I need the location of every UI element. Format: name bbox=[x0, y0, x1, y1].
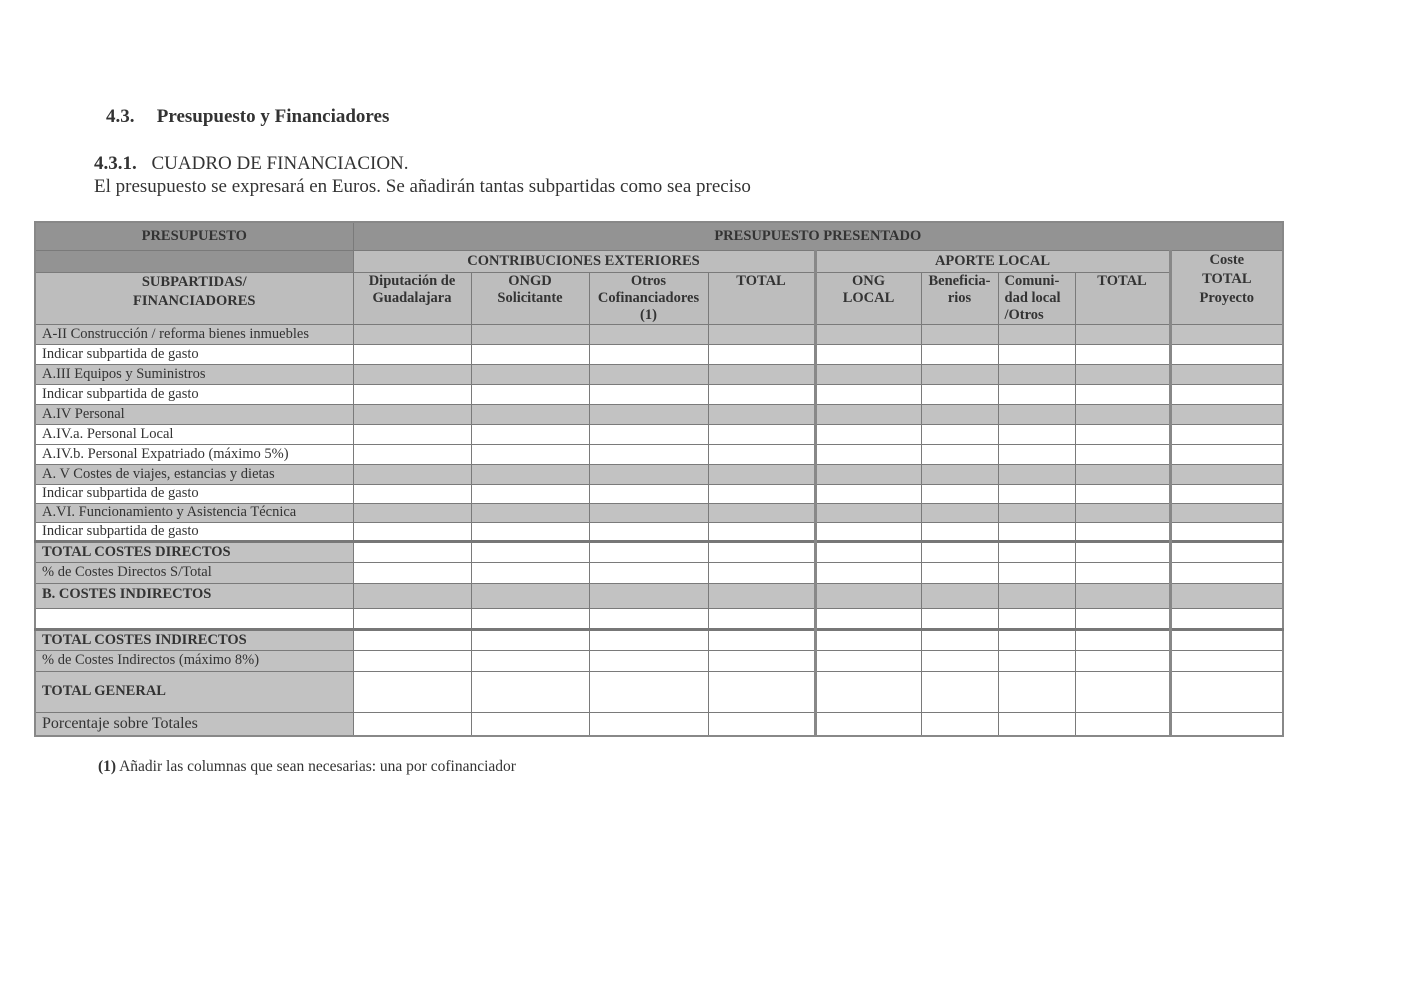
cell bbox=[1075, 404, 1170, 424]
input-cell[interactable] bbox=[815, 444, 921, 464]
category-row bbox=[35, 464, 1283, 484]
input-cell[interactable] bbox=[1075, 650, 1170, 671]
input-cell[interactable] bbox=[1170, 424, 1283, 444]
cell bbox=[353, 583, 471, 608]
total-general-row bbox=[35, 671, 1283, 712]
input-cell[interactable] bbox=[353, 424, 471, 444]
input-cell[interactable] bbox=[353, 344, 471, 364]
subitem-row bbox=[35, 522, 1283, 541]
input-cell[interactable] bbox=[471, 608, 589, 629]
input-cell[interactable] bbox=[998, 608, 1075, 629]
cell bbox=[998, 503, 1075, 522]
header-row-1 bbox=[35, 222, 1283, 250]
input-cell[interactable] bbox=[998, 671, 1075, 712]
col-ong-local-line2: LOCAL bbox=[842, 289, 895, 306]
input-cell[interactable] bbox=[1075, 344, 1170, 364]
input-cell[interactable] bbox=[921, 650, 998, 671]
input-cell[interactable] bbox=[815, 650, 921, 671]
col-total-ext: TOTAL bbox=[708, 272, 815, 324]
header-row-3 bbox=[35, 272, 1283, 324]
subitem-row bbox=[35, 344, 1283, 364]
input-cell[interactable] bbox=[998, 484, 1075, 503]
input-cell[interactable] bbox=[353, 712, 471, 736]
input-cell[interactable] bbox=[589, 344, 708, 364]
cell bbox=[589, 464, 708, 484]
input-cell[interactable] bbox=[921, 344, 998, 364]
input-cell[interactable] bbox=[589, 384, 708, 404]
cell bbox=[921, 464, 998, 484]
subitem-row bbox=[35, 484, 1283, 503]
input-cell[interactable] bbox=[1075, 522, 1170, 541]
input-cell[interactable] bbox=[998, 629, 1075, 650]
input-cell[interactable] bbox=[353, 541, 471, 562]
input-cell[interactable] bbox=[353, 562, 471, 583]
input-cell[interactable] bbox=[471, 444, 589, 464]
input-cell[interactable] bbox=[998, 650, 1075, 671]
section-number: 4.3. bbox=[106, 106, 135, 127]
subitem-row bbox=[35, 384, 1283, 404]
header-spacer bbox=[35, 250, 353, 272]
input-cell[interactable] bbox=[815, 541, 921, 562]
input-cell[interactable] bbox=[1170, 384, 1283, 404]
input-cell[interactable] bbox=[921, 522, 998, 541]
section-title: Presupuesto y Financiadores bbox=[156, 106, 390, 127]
row-label[interactable]: Indicar subpartida de gasto bbox=[35, 522, 353, 541]
percentage-row bbox=[35, 650, 1283, 671]
cell bbox=[998, 364, 1075, 384]
input-cell[interactable] bbox=[708, 650, 815, 671]
footnote-mark: (1) bbox=[98, 758, 117, 775]
coste-line3: Proyecto bbox=[1199, 289, 1255, 306]
row-label: Porcentaje sobre Totales bbox=[35, 712, 353, 736]
col-benef-line2: rios bbox=[947, 289, 972, 306]
contribuciones-exteriores-header: CONTRIBUCIONES EXTERIORES bbox=[353, 250, 815, 272]
input-cell[interactable] bbox=[921, 484, 998, 503]
row-label: A-II Construcción / reforma bienes inmuebles bbox=[35, 324, 353, 344]
col-beneficiarios bbox=[921, 272, 998, 324]
cell bbox=[1075, 324, 1170, 344]
input-cell[interactable] bbox=[815, 712, 921, 736]
intro-text: El presupuesto se expresará en Euros. Se añadirán tantas subpartidas como sea preciso bbox=[94, 176, 751, 197]
input-cell[interactable] bbox=[589, 608, 708, 629]
input-cell[interactable] bbox=[353, 522, 471, 541]
cell bbox=[353, 464, 471, 484]
row-label: A. V Costes de viajes, estancias y dietas bbox=[35, 464, 353, 484]
input-cell[interactable] bbox=[815, 608, 921, 629]
category-row bbox=[35, 404, 1283, 424]
input-cell[interactable] bbox=[589, 562, 708, 583]
cell bbox=[815, 503, 921, 522]
financing-table bbox=[34, 221, 1284, 737]
row-label: A.IV.b. Personal Expatriado (máximo 5%) bbox=[35, 444, 353, 464]
input-cell[interactable] bbox=[589, 444, 708, 464]
col-comun-line3: /Otros bbox=[1004, 306, 1044, 323]
input-cell[interactable] bbox=[1170, 671, 1283, 712]
category-row bbox=[35, 583, 1283, 608]
input-cell[interactable] bbox=[708, 562, 815, 583]
cell bbox=[1170, 583, 1283, 608]
input-cell[interactable] bbox=[1170, 541, 1283, 562]
aporte-local-header: APORTE LOCAL bbox=[815, 250, 1170, 272]
col-otros bbox=[589, 272, 708, 324]
cell bbox=[471, 324, 589, 344]
cell bbox=[998, 583, 1075, 608]
cell bbox=[708, 583, 815, 608]
cell bbox=[815, 364, 921, 384]
cell bbox=[815, 404, 921, 424]
col-comunidad bbox=[998, 272, 1075, 324]
cell bbox=[1170, 404, 1283, 424]
row-label: % de Costes Directos S/Total bbox=[35, 562, 353, 583]
input-cell[interactable] bbox=[589, 671, 708, 712]
row-label: TOTAL GENERAL bbox=[35, 671, 353, 712]
row-label: A.IV Personal bbox=[35, 404, 353, 424]
input-cell[interactable] bbox=[921, 541, 998, 562]
col-ongd-line2: Solicitante bbox=[497, 289, 563, 306]
input-cell[interactable] bbox=[353, 484, 471, 503]
input-cell[interactable] bbox=[998, 424, 1075, 444]
col-diputacion-line1: Diputación de bbox=[368, 272, 456, 289]
section-heading bbox=[106, 106, 389, 128]
cell bbox=[1170, 464, 1283, 484]
input-cell[interactable] bbox=[353, 629, 471, 650]
input-cell[interactable] bbox=[471, 384, 589, 404]
input-cell[interactable] bbox=[589, 484, 708, 503]
cell bbox=[589, 364, 708, 384]
cell bbox=[471, 503, 589, 522]
cell bbox=[353, 404, 471, 424]
input-cell[interactable] bbox=[1075, 562, 1170, 583]
input-cell[interactable] bbox=[471, 712, 589, 736]
input-cell[interactable] bbox=[815, 384, 921, 404]
cell bbox=[708, 503, 815, 522]
cell bbox=[998, 404, 1075, 424]
category-row bbox=[35, 324, 1283, 344]
cell bbox=[1170, 324, 1283, 344]
input-cell[interactable] bbox=[471, 484, 589, 503]
cell bbox=[1075, 503, 1170, 522]
col-total-local: TOTAL bbox=[1075, 272, 1170, 324]
cell bbox=[1075, 583, 1170, 608]
coste-line1: Coste bbox=[1209, 251, 1245, 268]
cell bbox=[921, 364, 998, 384]
row-label[interactable]: Indicar subpartida de gasto bbox=[35, 484, 353, 503]
input-cell[interactable] bbox=[471, 522, 589, 541]
category-row bbox=[35, 503, 1283, 522]
percentage-row bbox=[35, 562, 1283, 583]
footnote-text: Añadir las columnas que sean necesarias: una por cofinanciador bbox=[119, 758, 516, 775]
row-label: B. COSTES INDIRECTOS bbox=[35, 583, 353, 608]
col-ong-local-line1: ONG bbox=[851, 272, 886, 289]
footnote bbox=[98, 758, 516, 776]
input-cell[interactable] bbox=[708, 484, 815, 503]
col-ong-local bbox=[815, 272, 921, 324]
input-cell[interactable] bbox=[921, 712, 998, 736]
input-cell[interactable] bbox=[1075, 444, 1170, 464]
input-cell[interactable] bbox=[353, 650, 471, 671]
row-label: % de Costes Indirectos (máximo 8%) bbox=[35, 650, 353, 671]
input-cell[interactable] bbox=[921, 424, 998, 444]
total-row bbox=[35, 629, 1283, 650]
cell bbox=[1075, 364, 1170, 384]
cell bbox=[998, 324, 1075, 344]
input-cell[interactable] bbox=[589, 522, 708, 541]
col-comun-line2: dad local bbox=[1004, 289, 1061, 306]
cell bbox=[921, 583, 998, 608]
input-cell[interactable] bbox=[708, 344, 815, 364]
input-cell[interactable] bbox=[353, 671, 471, 712]
col-otros-line3: (1) bbox=[640, 306, 657, 323]
cell bbox=[1170, 503, 1283, 522]
col-diputacion-line2: Guadalajara bbox=[372, 289, 452, 306]
cell bbox=[471, 464, 589, 484]
input-cell[interactable] bbox=[708, 384, 815, 404]
header-row-2 bbox=[35, 250, 1283, 272]
input-cell[interactable] bbox=[35, 608, 353, 629]
input-cell[interactable] bbox=[1075, 629, 1170, 650]
input-cell[interactable] bbox=[921, 608, 998, 629]
input-cell[interactable] bbox=[921, 629, 998, 650]
row-label: TOTAL COSTES INDIRECTOS bbox=[35, 629, 353, 650]
input-cell[interactable] bbox=[1170, 444, 1283, 464]
input-cell[interactable] bbox=[815, 629, 921, 650]
subitem-row bbox=[35, 444, 1283, 464]
input-cell[interactable] bbox=[815, 484, 921, 503]
input-cell[interactable] bbox=[1170, 712, 1283, 736]
input-cell[interactable] bbox=[471, 541, 589, 562]
cell bbox=[708, 324, 815, 344]
input-cell[interactable] bbox=[1170, 522, 1283, 541]
input-cell[interactable] bbox=[708, 444, 815, 464]
input-cell[interactable] bbox=[998, 384, 1075, 404]
input-cell[interactable] bbox=[708, 541, 815, 562]
input-cell[interactable] bbox=[1170, 484, 1283, 503]
input-cell[interactable] bbox=[1075, 608, 1170, 629]
col-ongd-line1: ONGD bbox=[508, 272, 552, 289]
cell bbox=[815, 324, 921, 344]
input-cell[interactable] bbox=[589, 424, 708, 444]
coste-line2: TOTAL bbox=[1202, 270, 1252, 287]
cell bbox=[921, 503, 998, 522]
input-cell[interactable] bbox=[998, 444, 1075, 464]
subitem-row bbox=[35, 424, 1283, 444]
row-label: TOTAL COSTES DIRECTOS bbox=[35, 541, 353, 562]
cell bbox=[708, 404, 815, 424]
cell bbox=[353, 324, 471, 344]
subsection-heading bbox=[94, 153, 409, 175]
input-cell[interactable] bbox=[921, 671, 998, 712]
input-cell[interactable] bbox=[471, 562, 589, 583]
input-cell[interactable] bbox=[353, 444, 471, 464]
row-label: A.VI. Funcionamiento y Asistencia Técnica bbox=[35, 503, 353, 522]
input-cell[interactable] bbox=[471, 650, 589, 671]
cell bbox=[471, 583, 589, 608]
subsection-title: CUADRO DE FINANCIACION. bbox=[151, 153, 409, 174]
cell bbox=[1170, 364, 1283, 384]
cell bbox=[471, 404, 589, 424]
col-ongd bbox=[471, 272, 589, 324]
col-benef-line1: Beneficia- bbox=[928, 272, 991, 289]
input-cell[interactable] bbox=[708, 522, 815, 541]
input-cell[interactable] bbox=[708, 424, 815, 444]
cell bbox=[815, 583, 921, 608]
input-cell[interactable] bbox=[589, 629, 708, 650]
input-cell[interactable] bbox=[815, 522, 921, 541]
row-label: A.IV.a. Personal Local bbox=[35, 424, 353, 444]
input-cell[interactable] bbox=[1075, 424, 1170, 444]
cell bbox=[471, 364, 589, 384]
input-cell[interactable] bbox=[1075, 712, 1170, 736]
cell bbox=[589, 503, 708, 522]
input-cell[interactable] bbox=[815, 424, 921, 444]
input-cell[interactable] bbox=[998, 522, 1075, 541]
cell bbox=[708, 364, 815, 384]
input-cell[interactable] bbox=[589, 712, 708, 736]
subsection-number: 4.3.1. bbox=[94, 153, 137, 174]
input-cell[interactable] bbox=[998, 344, 1075, 364]
subpartidas-line2: FINANCIADORES bbox=[133, 292, 256, 309]
input-cell[interactable] bbox=[998, 541, 1075, 562]
cell bbox=[708, 464, 815, 484]
presupuesto-header: PRESUPUESTO bbox=[35, 222, 353, 250]
input-cell[interactable] bbox=[921, 444, 998, 464]
subpartidas-header bbox=[35, 272, 353, 324]
input-cell[interactable] bbox=[815, 562, 921, 583]
col-diputacion bbox=[353, 272, 471, 324]
input-cell[interactable] bbox=[815, 671, 921, 712]
cell bbox=[589, 324, 708, 344]
input-cell[interactable] bbox=[471, 424, 589, 444]
cell bbox=[921, 324, 998, 344]
input-cell[interactable] bbox=[1075, 384, 1170, 404]
category-row bbox=[35, 364, 1283, 384]
cell bbox=[921, 404, 998, 424]
row-label: A.III Equipos y Suministros bbox=[35, 364, 353, 384]
input-cell[interactable] bbox=[1075, 541, 1170, 562]
input-cell[interactable] bbox=[471, 629, 589, 650]
input-cell[interactable] bbox=[353, 384, 471, 404]
input-cell[interactable] bbox=[815, 344, 921, 364]
input-cell[interactable] bbox=[1170, 629, 1283, 650]
input-cell[interactable] bbox=[998, 712, 1075, 736]
coste-total-header bbox=[1170, 250, 1283, 324]
percentage-total-row bbox=[35, 712, 1283, 736]
subpartidas-line1: SUBPARTIDAS/ bbox=[141, 273, 247, 290]
input-cell[interactable] bbox=[998, 562, 1075, 583]
input-cell[interactable] bbox=[353, 608, 471, 629]
input-cell[interactable] bbox=[1170, 650, 1283, 671]
input-cell[interactable] bbox=[1170, 344, 1283, 364]
cell bbox=[1075, 464, 1170, 484]
input-cell[interactable] bbox=[708, 712, 815, 736]
input-cell[interactable] bbox=[589, 650, 708, 671]
input-cell[interactable] bbox=[708, 671, 815, 712]
cell bbox=[353, 503, 471, 522]
input-cell[interactable] bbox=[1170, 562, 1283, 583]
input-cell[interactable] bbox=[708, 629, 815, 650]
input-cell[interactable] bbox=[471, 671, 589, 712]
input-cell[interactable] bbox=[471, 344, 589, 364]
input-cell[interactable] bbox=[1170, 608, 1283, 629]
input-cell[interactable] bbox=[1075, 484, 1170, 503]
col-comun-line1: Comuni- bbox=[1004, 272, 1060, 289]
input-cell[interactable] bbox=[1075, 671, 1170, 712]
total-row bbox=[35, 541, 1283, 562]
input-cell[interactable] bbox=[589, 541, 708, 562]
input-cell[interactable] bbox=[921, 384, 998, 404]
input-cell[interactable] bbox=[921, 562, 998, 583]
row-label[interactable]: Indicar subpartida de gasto bbox=[35, 344, 353, 364]
presupuesto-presentado-header: PRESUPUESTO PRESENTADO bbox=[353, 222, 1283, 250]
input-cell[interactable] bbox=[708, 608, 815, 629]
cell bbox=[589, 583, 708, 608]
col-otros-line2: Cofinanciadores bbox=[597, 289, 700, 306]
cell bbox=[589, 404, 708, 424]
col-otros-line1: Otros bbox=[630, 272, 667, 289]
cell bbox=[353, 364, 471, 384]
cell bbox=[998, 464, 1075, 484]
subitem-row bbox=[35, 608, 1283, 629]
row-label[interactable]: Indicar subpartida de gasto bbox=[35, 384, 353, 404]
cell bbox=[815, 464, 921, 484]
